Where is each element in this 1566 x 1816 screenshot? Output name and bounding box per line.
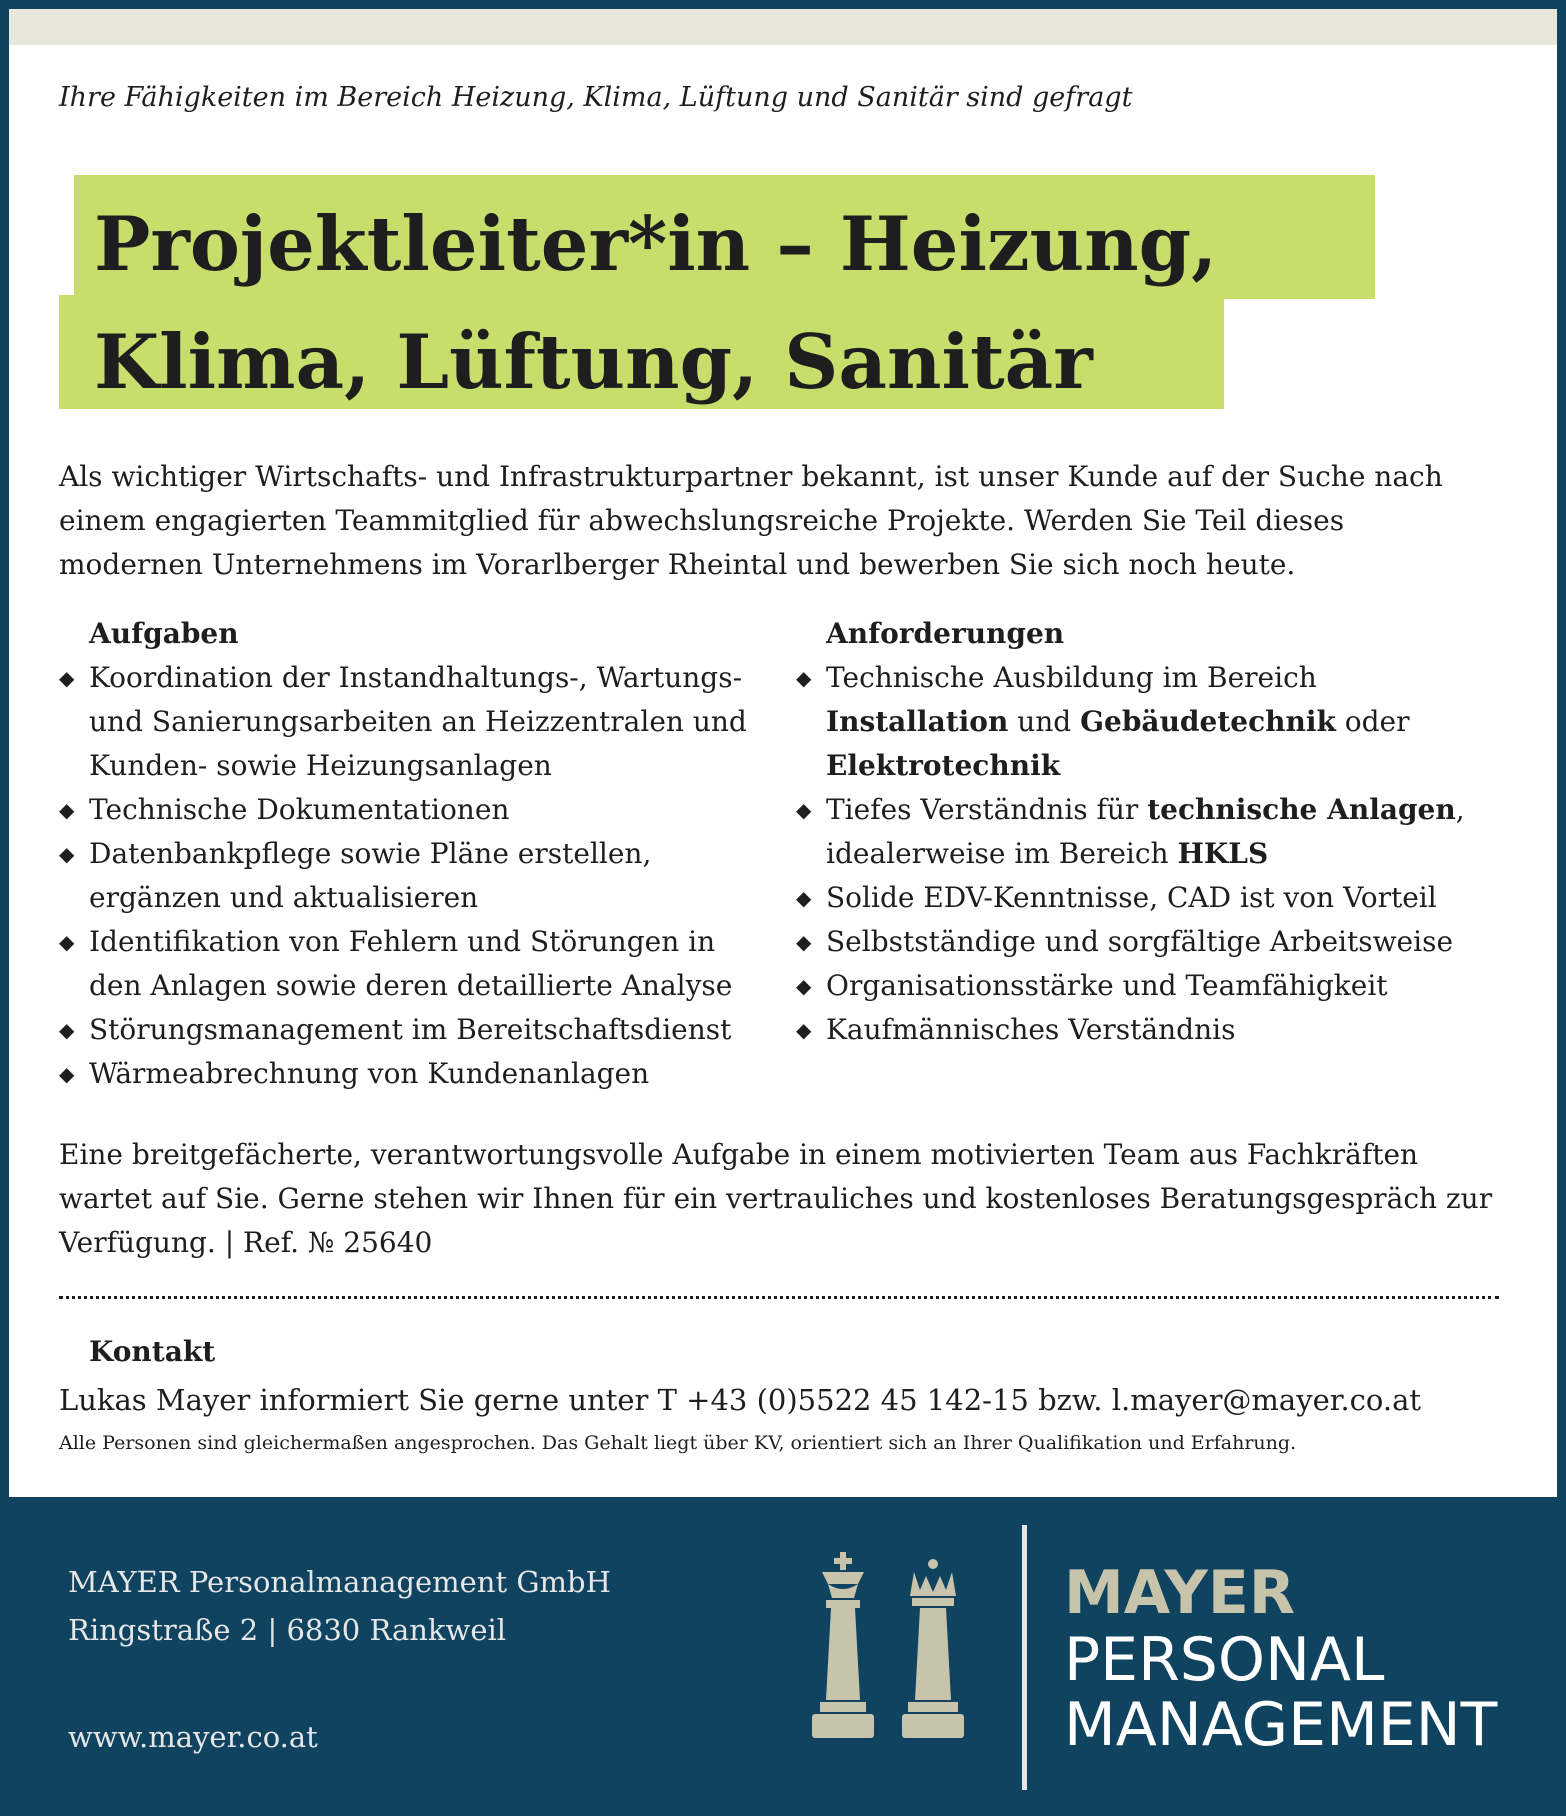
brand-logo-line-2: PERSONAL: [1064, 1625, 1385, 1695]
bullet-icon: ◆: [59, 798, 75, 822]
bullet-icon: ◆: [59, 1018, 75, 1042]
intro-paragraph: Als wichtiger Wirtschafts- und Infrastrukturpartner bekannt, ist unser Kunde auf der Suche nach einem engagierten Teammitglied für abwechslungsreiche Projekte. Werden Sie Teil dieses modernen Unternehmens im Vorarlberger Rheintal und bewerben Sie sich noch heute.: [59, 460, 1443, 581]
contact-heading: Kontakt: [89, 1335, 216, 1368]
list-item: ◆ Technische Dokumentationen: [59, 788, 759, 832]
website-link[interactable]: www.mayer.co.at: [68, 1720, 318, 1754]
list-item: ◆ Identifikation von Fehlern und Störungen in den Anlagen sowie deren detaillierte Analyse: [59, 920, 759, 1008]
list-item: ◆ Datenbankpflege sowie Pläne erstellen, ergänzen und aktualisieren: [59, 832, 759, 920]
anforderungen-list: [796, 656, 1496, 1052]
bullet-icon: ◆: [59, 842, 75, 866]
aufgaben-list: [59, 656, 759, 1096]
company-address: Ringstraße 2 | 6830 Rankweil: [68, 1613, 507, 1647]
footer-divider: [1022, 1525, 1027, 1790]
list-item: ◆ Selbstständige und sorgfältige Arbeitsweise: [796, 920, 1496, 964]
bullet-icon: ◆: [796, 974, 812, 998]
anforderungen-section: [796, 612, 1496, 1052]
bullet-icon: ◆: [59, 666, 75, 690]
aufgaben-section: [59, 612, 759, 1096]
footnote: Alle Personen sind gleichermaßen angesprochen. Das Gehalt liegt über KV, orientiert sich an Ihrer Qualifikation und Erfahrung.: [59, 1432, 1297, 1454]
bullet-icon: ◆: [796, 666, 812, 690]
list-item: ◆ Wärmeabrechnung von Kundenanlagen: [59, 1052, 759, 1096]
job-title-line-2: Klima, Lüftung, Sanitär: [94, 318, 1093, 406]
anforderungen-heading: Anforderungen: [826, 617, 1065, 650]
list-item: ◆ Störungsmanagement im Bereitschaftsdienst: [59, 1008, 759, 1052]
bullet-icon: ◆: [59, 1062, 75, 1086]
top-bar: [9, 9, 1557, 45]
brand-logo-line-1: MAYER: [1064, 1558, 1296, 1628]
list-item: ◆ Technische Ausbildung im Bereich Installation und Gebäudetechnik oder Elektrotechnik: [796, 656, 1496, 788]
bullet-icon: ◆: [796, 886, 812, 910]
contact-info: Lukas Mayer informiert Sie gerne unter T +43 (0)5522 45 142-15 bzw. l.mayer@mayer.co.at: [59, 1383, 1422, 1417]
dotted-divider: [59, 1296, 1499, 1299]
company-name: MAYER Personalmanagement GmbH: [68, 1565, 611, 1599]
list-item: ◆ Organisationsstärke und Teamfähigkeit: [796, 964, 1496, 1008]
tagline: Ihre Fähigkeiten im Bereich Heizung, Klima, Lüftung und Sanitär sind gefragt: [59, 82, 1133, 113]
closing-paragraph: Eine breitgefächerte, verantwortungsvolle Aufgabe in einem motivierten Team aus Fachkräften wartet auf Sie. Gerne stehen wir Ihnen für ein vertrauliches und kostenloses Beratungsgespräch zur Verfügung. | Ref. № 25640: [59, 1138, 1493, 1259]
chess-logo-icon: [800, 1550, 980, 1750]
list-item: ◆ Koordination der Instandhaltungs-, Wartungs- und Sanierungsarbeiten an Heizzentralen und Kunden- sowie Heizungsanlagen: [59, 656, 759, 788]
list-item: ◆ Kaufmännisches Verständnis: [796, 1008, 1496, 1052]
aufgaben-heading: Aufgaben: [89, 617, 239, 650]
bullet-icon: ◆: [796, 930, 812, 954]
job-title-line-1: Projektleiter*in – Heizung,: [94, 200, 1218, 288]
list-item: ◆ Tiefes Verständnis für technische Anlagen, idealerweise im Bereich HKLS: [796, 788, 1496, 876]
brand-logo-line-3: MANAGEMENT: [1064, 1690, 1498, 1760]
bullet-icon: ◆: [796, 798, 812, 822]
bullet-icon: ◆: [796, 1018, 812, 1042]
list-item: ◆ Solide EDV-Kenntnisse, CAD ist von Vorteil: [796, 876, 1496, 920]
bullet-icon: ◆: [59, 930, 75, 954]
job-title: [94, 185, 1217, 421]
